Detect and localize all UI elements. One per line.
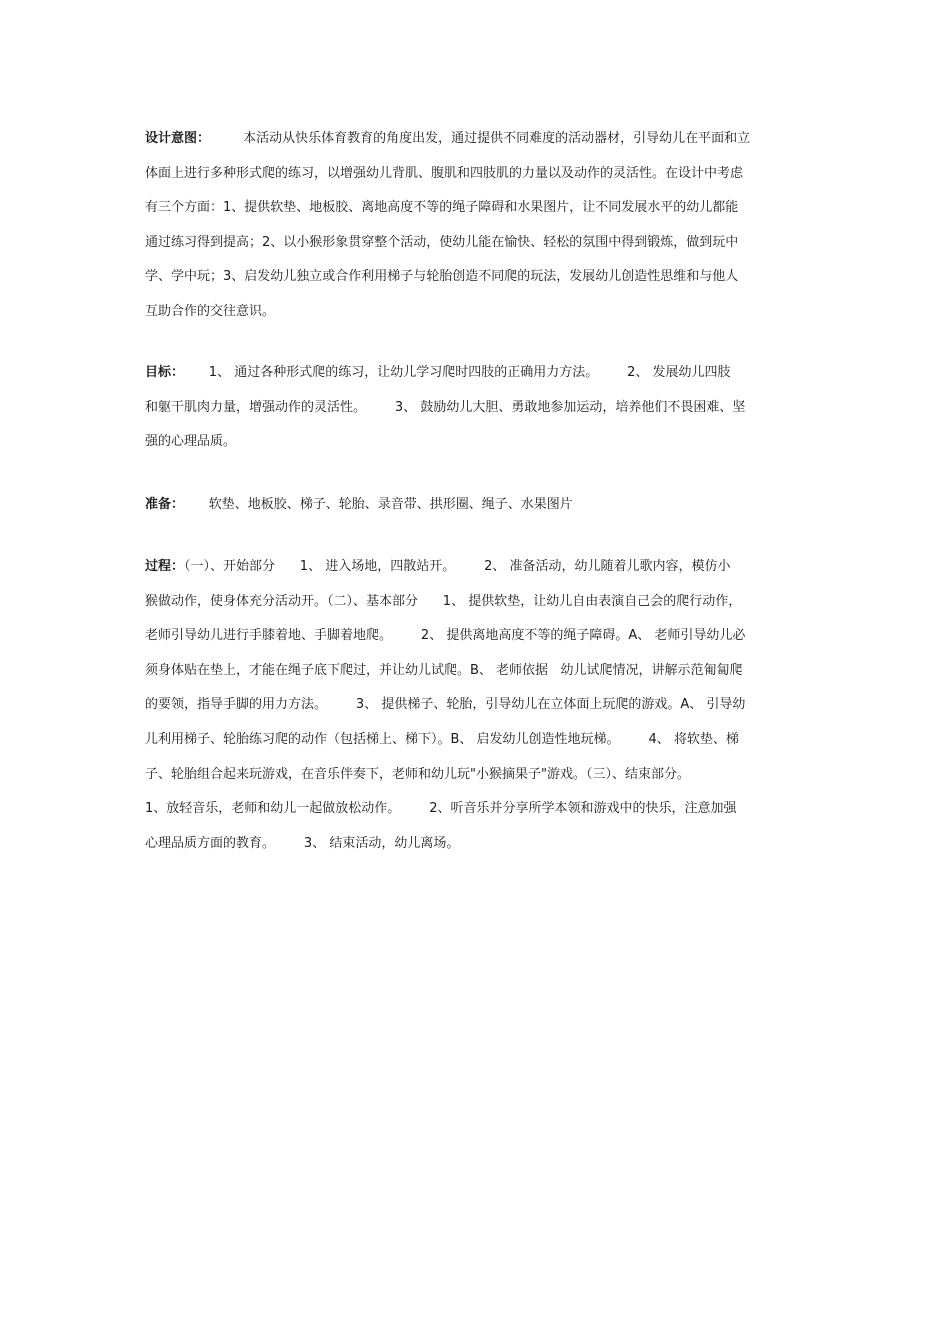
paragraph-text: 1、 通过各种形式爬的练习，让幼儿学习爬时四肢的正确用力方法。 2、 发展幼儿四肢 bbox=[184, 365, 731, 380]
goal-section bbox=[145, 356, 813, 460]
paragraph-line bbox=[145, 356, 813, 391]
paragraph-text: （一）、开始部分 1、 进入场地，四散站开。 2、 准备活动，幼儿随着儿歌内容，模仿小 bbox=[184, 559, 731, 574]
paragraph-text: 软垫、地板胶、梯子、轮胎、录音带、拱形圈、绳子、水果图片 bbox=[184, 497, 573, 512]
design-intent-label: 设计意图： bbox=[145, 131, 211, 146]
paragraph-line: 体面上进行多种形式爬的练习，以增强幼儿背肌、腹肌和四肢肌的力量以及动作的灵活性。在设计中考虑 bbox=[145, 165, 744, 181]
paragraph-line: 老师引导幼儿进行手膝着地、手脚着地爬。 2、 提供离地高度不等的绳子障碍。A、 老师引导幼儿必 bbox=[145, 628, 746, 644]
paragraph-line: 的要领，指导手脚的用力方法。 3、 提供梯子、轮胎，引导幼儿在立体面上玩爬的游戏。A、 引导幼 bbox=[145, 697, 746, 713]
preparation-section bbox=[145, 488, 813, 523]
paragraph-line bbox=[145, 488, 813, 523]
paragraph-line: 通过练习得到提高；2、以小猴形象贯穿整个活动，使幼儿能在愉快、轻松的氛围中得到锻炼，做到玩中 bbox=[145, 234, 739, 250]
paragraph-line: 和躯干肌肉力量，增强动作的灵活性。 3、 鼓励幼儿大胆、勇敢地参加运动，培养他们不畏困难、坚 bbox=[145, 399, 746, 415]
paragraph-line: 强的心理品质。 bbox=[145, 434, 237, 450]
paragraph-line: 1、放轻音乐，老师和幼儿一起做放松动作。 2、听音乐并分享所学本领和游戏中的快乐，注意加强 bbox=[145, 801, 737, 817]
paragraph-line: 须身体贴在垫上，才能在绳子底下爬过，并让幼儿试爬。B、 老师依据 幼儿试爬情况，讲解示范匍匐爬 bbox=[145, 662, 743, 678]
paragraph-line bbox=[145, 550, 813, 585]
paragraph-line: 有三个方面：1、提供软垫、地板胶、离地高度不等的绳子障碍和水果图片，让不同发展水平的幼儿都能 bbox=[145, 200, 739, 216]
paragraph-line bbox=[145, 122, 813, 157]
process-label: 过程： bbox=[145, 559, 185, 574]
goal-label: 目标： bbox=[145, 365, 185, 380]
paragraph-line: 互助合作的交往意识。 bbox=[145, 303, 276, 319]
paragraph-line: 猴做动作，使身体充分活动开。（二）、基本部分 1、 提供软垫，让幼儿自由表演自己会的爬行动作， bbox=[145, 593, 742, 609]
paragraph-line: 子、轮胎组合起来玩游戏，在音乐伴奏下，老师和幼儿玩"小猴摘果子"游戏。（三）、结束部分。 bbox=[145, 766, 690, 782]
preparation-label: 准备： bbox=[145, 497, 185, 512]
paragraph-line: 学、学中玩；3、启发幼儿独立或合作利用梯子与轮胎创造不同爬的玩法，发展幼儿创造性思维和与他人 bbox=[145, 269, 739, 285]
process-section bbox=[145, 550, 813, 861]
paragraph-line: 儿利用梯子、轮胎练习爬的动作（包括梯上、梯下）。B、 启发幼儿创造性地玩梯。 4、 将软垫、梯 bbox=[145, 731, 739, 747]
design-intent-section bbox=[145, 122, 813, 330]
paragraph-line: 心理品质方面的教育。 3、 结束活动，幼儿离场。 bbox=[145, 835, 460, 851]
paragraph-text: 本活动从快乐体育教育的角度出发，通过提供不同难度的活动器材，引导幼儿在平面和立 bbox=[210, 131, 751, 146]
